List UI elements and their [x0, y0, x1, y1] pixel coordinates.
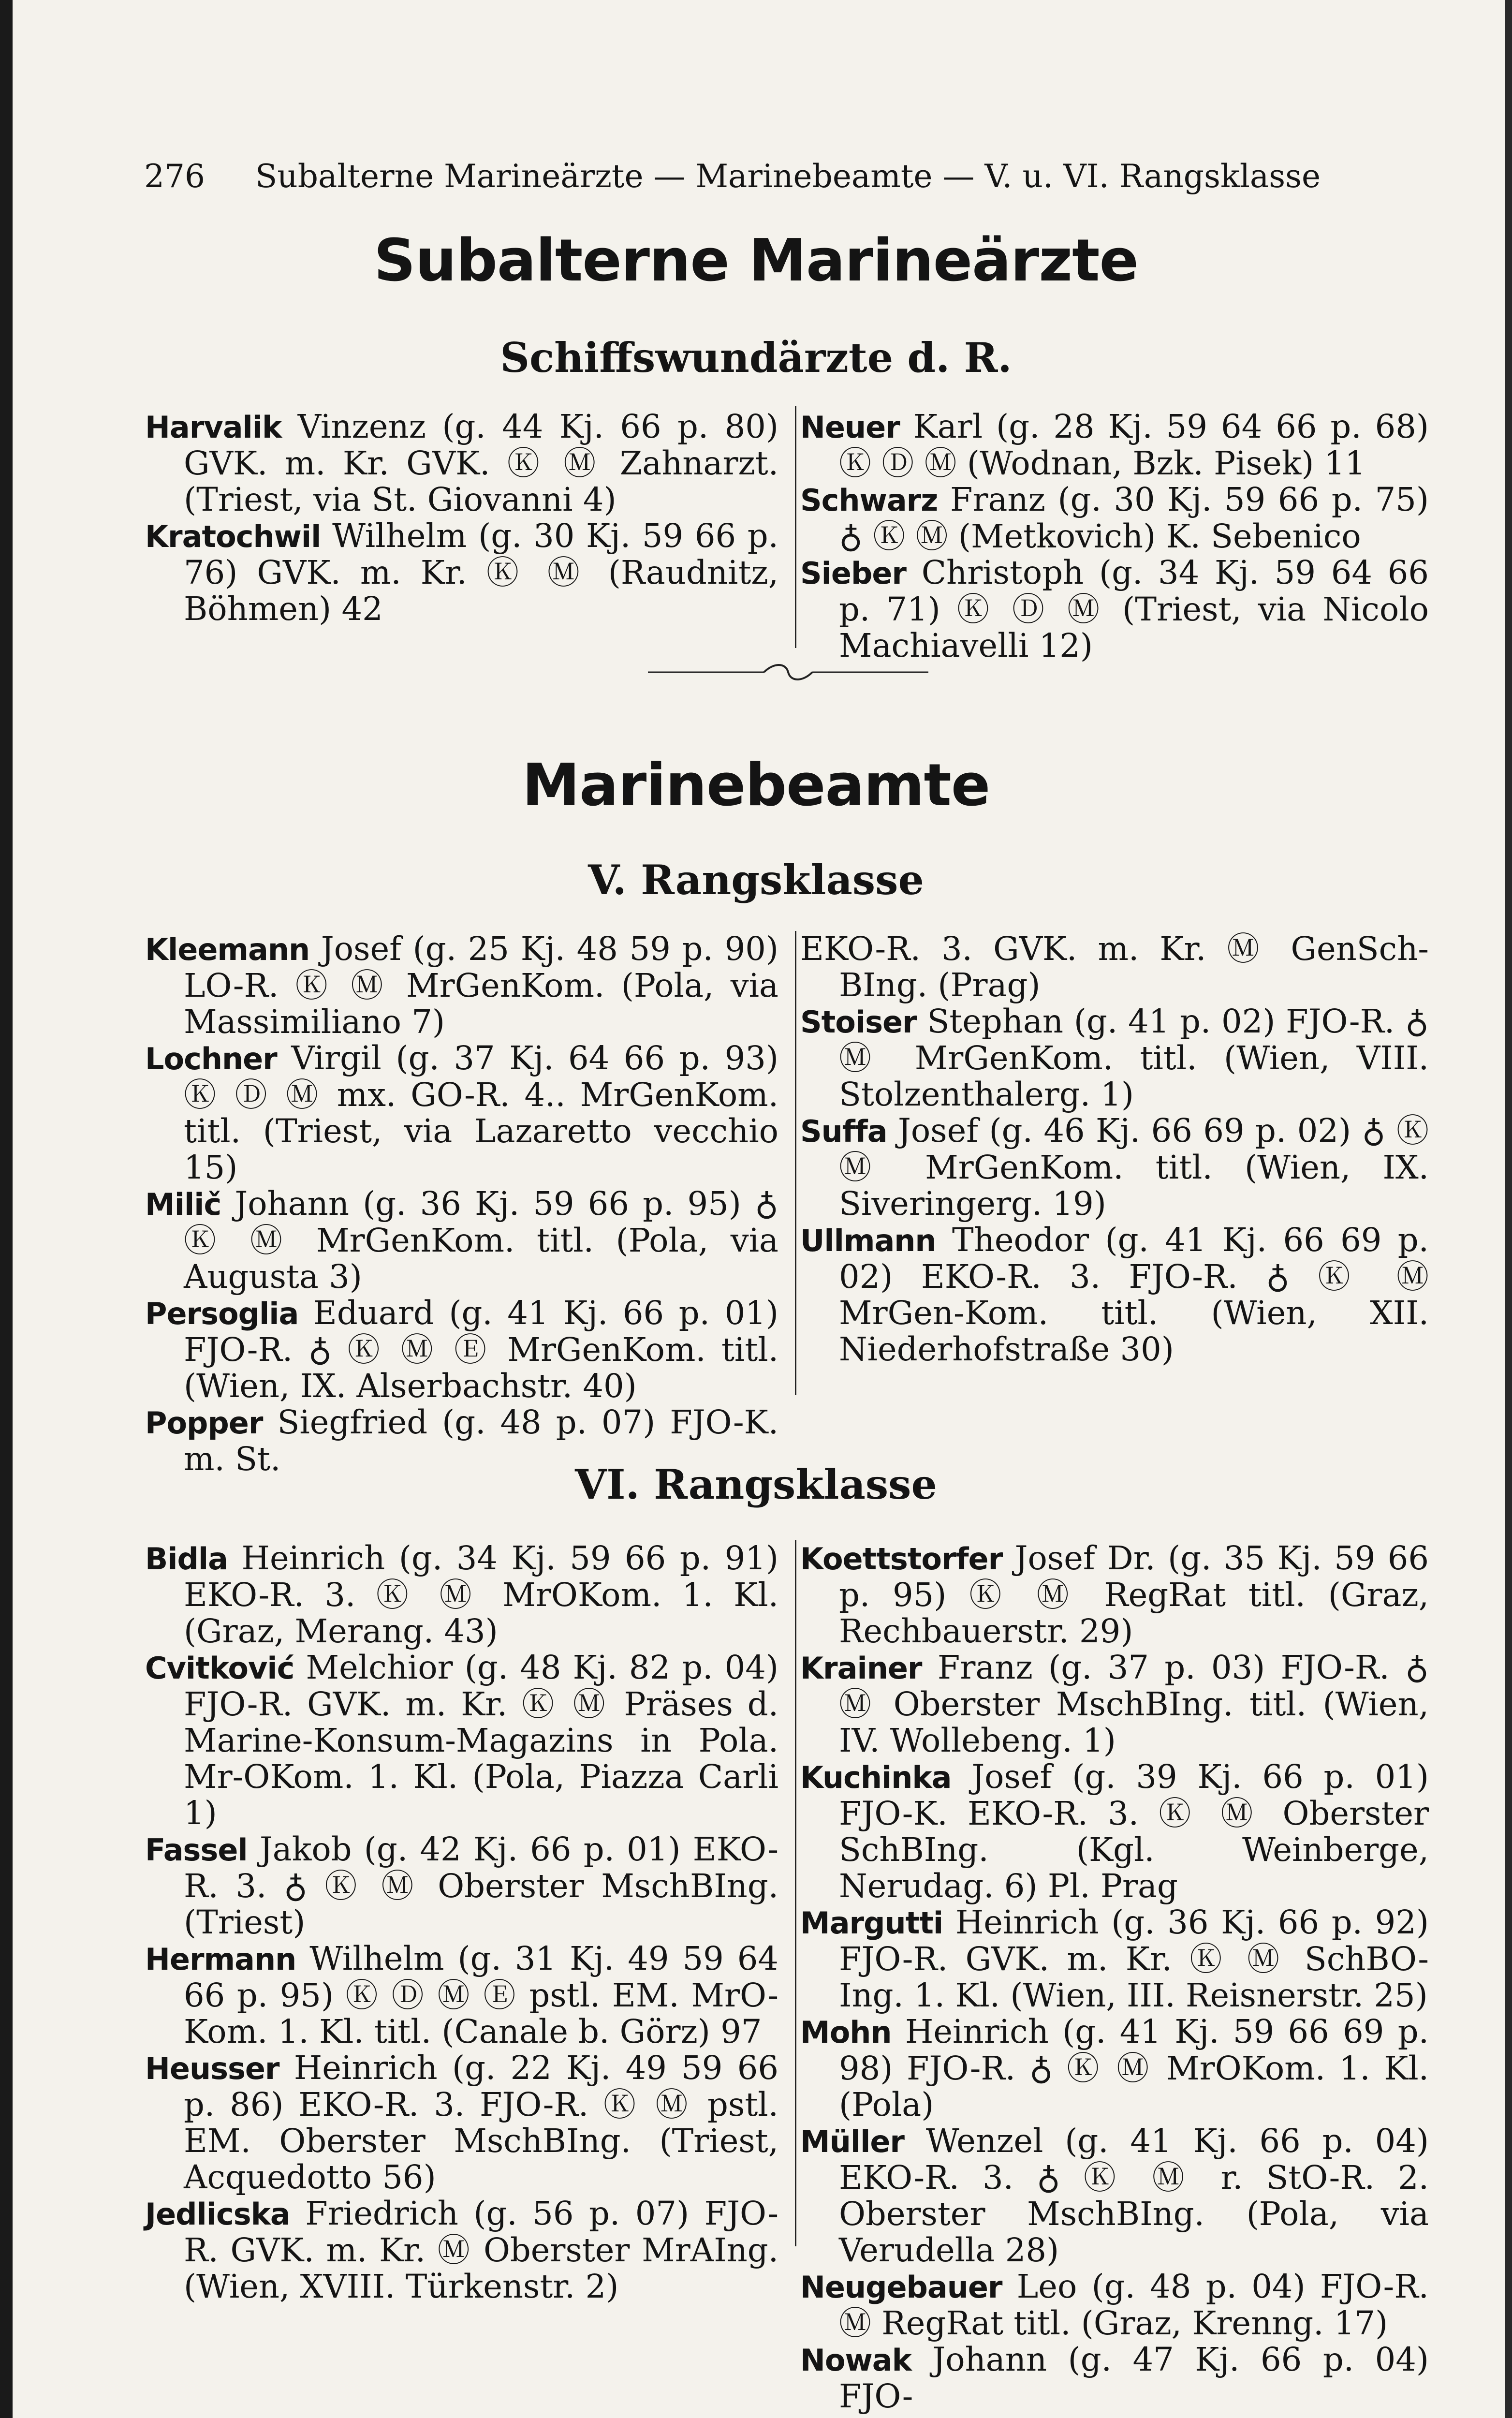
entry-details: Eduard (g. 41 Kj. 66 p. 01) FJO-R. ♁ Ⓚ Ⓜ Ⓔ MrGenKom. titl. (Wien, IX. Alserbachstr. 40) [184, 1294, 778, 1405]
running-title: Subalterne Marineärzte — Marinebeamte — V. u. VI. Rangsklasse [255, 158, 1321, 195]
directory-entry [145, 1295, 778, 1404]
directory-entry [800, 1904, 1429, 2014]
s3-left-column [145, 1540, 778, 2305]
entry-details: Stephan (g. 41 p. 02) FJO-R. ♁ Ⓜ MrGenKom. titl. (Wien, VIII. Stolzenthalerg. 1) [839, 1003, 1429, 1113]
directory-entry [800, 1650, 1429, 1759]
directory-entry [145, 1540, 778, 1650]
entry-surname: Suffa [800, 1114, 887, 1149]
entry-surname: Milič [145, 1187, 221, 1222]
entry-details: Wilhelm (g. 30 Kj. 59 66 p. 76) GVK. m. Kr. Ⓚ Ⓜ (Raudnitz, Böhmen) 42 [184, 517, 778, 628]
s1-right-column [800, 409, 1429, 664]
entry-details: Vinzenz (g. 44 Kj. 66 p. 80) GVK. m. Kr. GVK. Ⓚ Ⓜ Zahnarzt. (Triest, via St. Giovanni 4) [184, 408, 778, 518]
entry-surname: Heusser [145, 2051, 279, 2086]
entry-surname: Harvalik [145, 410, 282, 445]
directory-entry [800, 2014, 1429, 2123]
entry-surname: Nowak [800, 2343, 911, 2378]
entry-details: Heinrich (g. 41 Kj. 59 66 69 p. 98) FJO-R. ♁ Ⓚ Ⓜ MrOKom. 1. Kl. (Pola) [839, 2013, 1429, 2123]
directory-entry [145, 1941, 778, 2050]
directory-entry [800, 1003, 1429, 1113]
entry-surname: Popper [145, 1405, 263, 1441]
page-number: 276 [144, 158, 205, 195]
section-title-marineaerzte: Subalterne Marineärzte [374, 227, 1138, 295]
entry-details: EKO-R. 3. GVK. m. Kr. Ⓜ GenSch-BIng. (Prag) [800, 930, 1429, 1004]
entry-surname: Sieber [800, 556, 906, 591]
column-rule [795, 406, 796, 648]
column-rule [795, 931, 796, 1395]
entry-surname: Kratochwil [145, 519, 321, 554]
entry-surname: Persoglia [145, 1296, 299, 1331]
entry-details: Josef (g. 39 Kj. 66 p. 01) FJO-K. EKO-R. 3. Ⓚ Ⓜ Oberster SchBIng. (Kgl. Weinberge, Nerudag. 6) Pl. Prag [839, 1758, 1429, 1905]
entry-details: Josef (g. 46 Kj. 66 69 p. 02) ♁ Ⓚ Ⓜ MrGenKom. titl. (Wien, IX. Siveringerg. 19) [839, 1112, 1429, 1223]
directory-entry [145, 409, 778, 518]
subtitle-schiffswundaerzte: Schiffswundärzte d. R. [500, 334, 1012, 382]
entry-surname: Bidla [145, 1541, 228, 1577]
entry-surname: Mohn [800, 2015, 892, 2050]
entry-details: Leo (g. 48 p. 04) FJO-R. Ⓜ RegRat titl. (Graz, Krenng. 17) [839, 2268, 1429, 2342]
directory-entry [800, 2269, 1429, 2342]
entry-surname: Kleemann [145, 932, 310, 967]
directory-entry [145, 931, 778, 1040]
entry-details: Josef Dr. (g. 35 Kj. 59 66 p. 95) Ⓚ Ⓜ RegRat titl. (Graz, Rechbauerstr. 29) [839, 1539, 1429, 1650]
s2-left-column [145, 931, 778, 1477]
entry-surname: Cvitković [145, 1651, 294, 1686]
s1-left-column [145, 409, 778, 627]
ornament-divider [648, 658, 928, 687]
directory-entry [800, 2123, 1429, 2269]
entry-details: Franz (g. 37 p. 03) FJO-R. ♁ Ⓜ Oberster MschBIng. titl. (Wien, IV. Wollebeng. 1) [839, 1649, 1429, 1759]
entry-details: Karl (g. 28 Kj. 59 64 66 p. 68) Ⓚ Ⓓ Ⓜ (Wodnan, Bzk. Pisek) 11 [839, 408, 1429, 482]
entry-details: Heinrich (g. 34 Kj. 59 66 p. 91) EKO-R. 3. Ⓚ Ⓜ MrOKom. 1. Kl. (Graz, Merang. 43) [184, 1539, 778, 1650]
entry-surname: Hermann [145, 1942, 296, 1977]
entry-surname: Stoiser [800, 1004, 917, 1040]
entry-details: Heinrich (g. 36 Kj. 66 p. 92) FJO-R. GVK. m. Kr. Ⓚ Ⓜ SchBO-Ing. 1. Kl. (Wien, III. Reisnerstr. 25) [839, 1903, 1429, 2014]
directory-entry [145, 518, 778, 627]
s3-right-column [800, 1540, 1429, 2415]
entry-details: Wilhelm (g. 31 Kj. 49 59 64 66 p. 95) Ⓚ Ⓓ Ⓜ Ⓔ pstl. EM. MrO-Kom. 1. Kl. titl. (Canale b. Görz) 97 [184, 1940, 778, 2050]
entry-surname: Kuchinka [800, 1760, 952, 1795]
entry-details: Jakob (g. 42 Kj. 66 p. 01) EKO-R. 3. ♁ Ⓚ Ⓜ Oberster MschBIng. (Triest) [184, 1830, 778, 1941]
directory-entry [800, 555, 1429, 664]
entry-details: Wenzel (g. 41 Kj. 66 p. 04) EKO-R. 3. ♁ Ⓚ Ⓜ r. StO-R. 2. Oberster MschBIng. (Pola, via Verudella 28) [839, 2122, 1429, 2269]
entry-details: Melchior (g. 48 Kj. 82 p. 04) FJO-R. GVK. m. Kr. Ⓚ Ⓜ Präses d. Marine-Konsum-Magazins in Pola. Mr-OKom. 1. Kl. (Pola, Piazza Carli 1) [184, 1649, 778, 1832]
subtitle-vi-rangsklasse: VI. Rangsklasse [575, 1460, 937, 1508]
running-header [144, 157, 1382, 196]
entry-surname: Neuer [800, 410, 900, 445]
directory-entry [800, 1540, 1429, 1650]
directory-entry [145, 2050, 778, 2196]
directory-entry [800, 1113, 1429, 1222]
entry-surname: Müller [800, 2124, 904, 2159]
entry-details: Siegfried (g. 48 p. 07) FJO-K. m. St. [184, 1403, 778, 1478]
directory-entry [145, 1831, 778, 1941]
subtitle-v-rangsklasse: V. Rangsklasse [588, 856, 924, 904]
entry-surname: Fassel [145, 1832, 248, 1868]
entry-details: Johann (g. 47 Kj. 66 p. 04) FJO- [839, 2341, 1429, 2415]
entry-details: Theodor (g. 41 Kj. 66 69 p. 02) EKO-R. 3. FJO-R. ♁ Ⓚ Ⓜ MrGen-Kom. titl. (Wien, XII. Niederhofstraße 30) [839, 1221, 1429, 1368]
directory-entry [800, 482, 1429, 555]
entry-surname: Schwarz [800, 483, 938, 518]
entry-surname: Lochner [145, 1041, 277, 1076]
directory-entry [800, 1759, 1429, 1904]
entry-surname: Margutti [800, 1905, 943, 1941]
directory-entry [800, 931, 1429, 1003]
entry-details: Christoph (g. 34 Kj. 59 64 66 p. 71) Ⓚ Ⓓ Ⓜ (Triest, via Nicolo Machiavelli 12) [839, 554, 1429, 664]
column-rule [795, 1540, 796, 2246]
entry-surname: Koettstorfer [800, 1541, 1003, 1577]
entry-details: Franz (g. 30 Kj. 59 66 p. 75) ♁ Ⓚ Ⓜ (Metkovich) K. Sebenico [839, 481, 1429, 555]
entry-surname: Neugebauer [800, 2270, 1002, 2305]
entry-details: Johann (g. 36 Kj. 59 66 p. 95) ♁ Ⓚ Ⓜ MrGenKom. titl. (Pola, via Augusta 3) [184, 1185, 778, 1296]
entry-details: Friedrich (g. 56 p. 07) FJO-R. GVK. m. Kr. Ⓜ Oberster MrAIng. (Wien, XVIII. Türkenstr. 2) [184, 2195, 778, 2305]
directory-entry [800, 409, 1429, 482]
directory-entry [800, 1222, 1429, 1368]
entry-surname: Krainer [800, 1651, 922, 1686]
entry-surname: Jedlicska [145, 2197, 290, 2232]
entry-details: Heinrich (g. 22 Kj. 49 59 66 p. 86) EKO-R. 3. FJO-R. Ⓚ Ⓜ pstl. EM. Oberster MschBIng. (Triest, Acquedotto 56) [184, 2049, 778, 2196]
directory-entry [145, 1650, 778, 1831]
directory-entry [800, 2342, 1429, 2415]
entry-details: Josef (g. 25 Kj. 48 59 p. 90) LO-R. Ⓚ Ⓜ MrGenKom. (Pola, via Massimiliano 7) [184, 930, 778, 1041]
s2-right-column [800, 931, 1429, 1368]
entry-surname: Ullmann [800, 1223, 936, 1258]
section-title-marinebeamte: Marinebeamte [522, 752, 990, 819]
entry-details: Virgil (g. 37 Kj. 64 66 p. 93) Ⓚ Ⓓ Ⓜ mx. GO-R. 4.. MrGenKom. titl. (Triest, via Lazaretto vecchio 15) [184, 1039, 778, 1186]
directory-entry [145, 1186, 778, 1295]
directory-entry [145, 1040, 778, 1186]
directory-entry [145, 2196, 778, 2305]
